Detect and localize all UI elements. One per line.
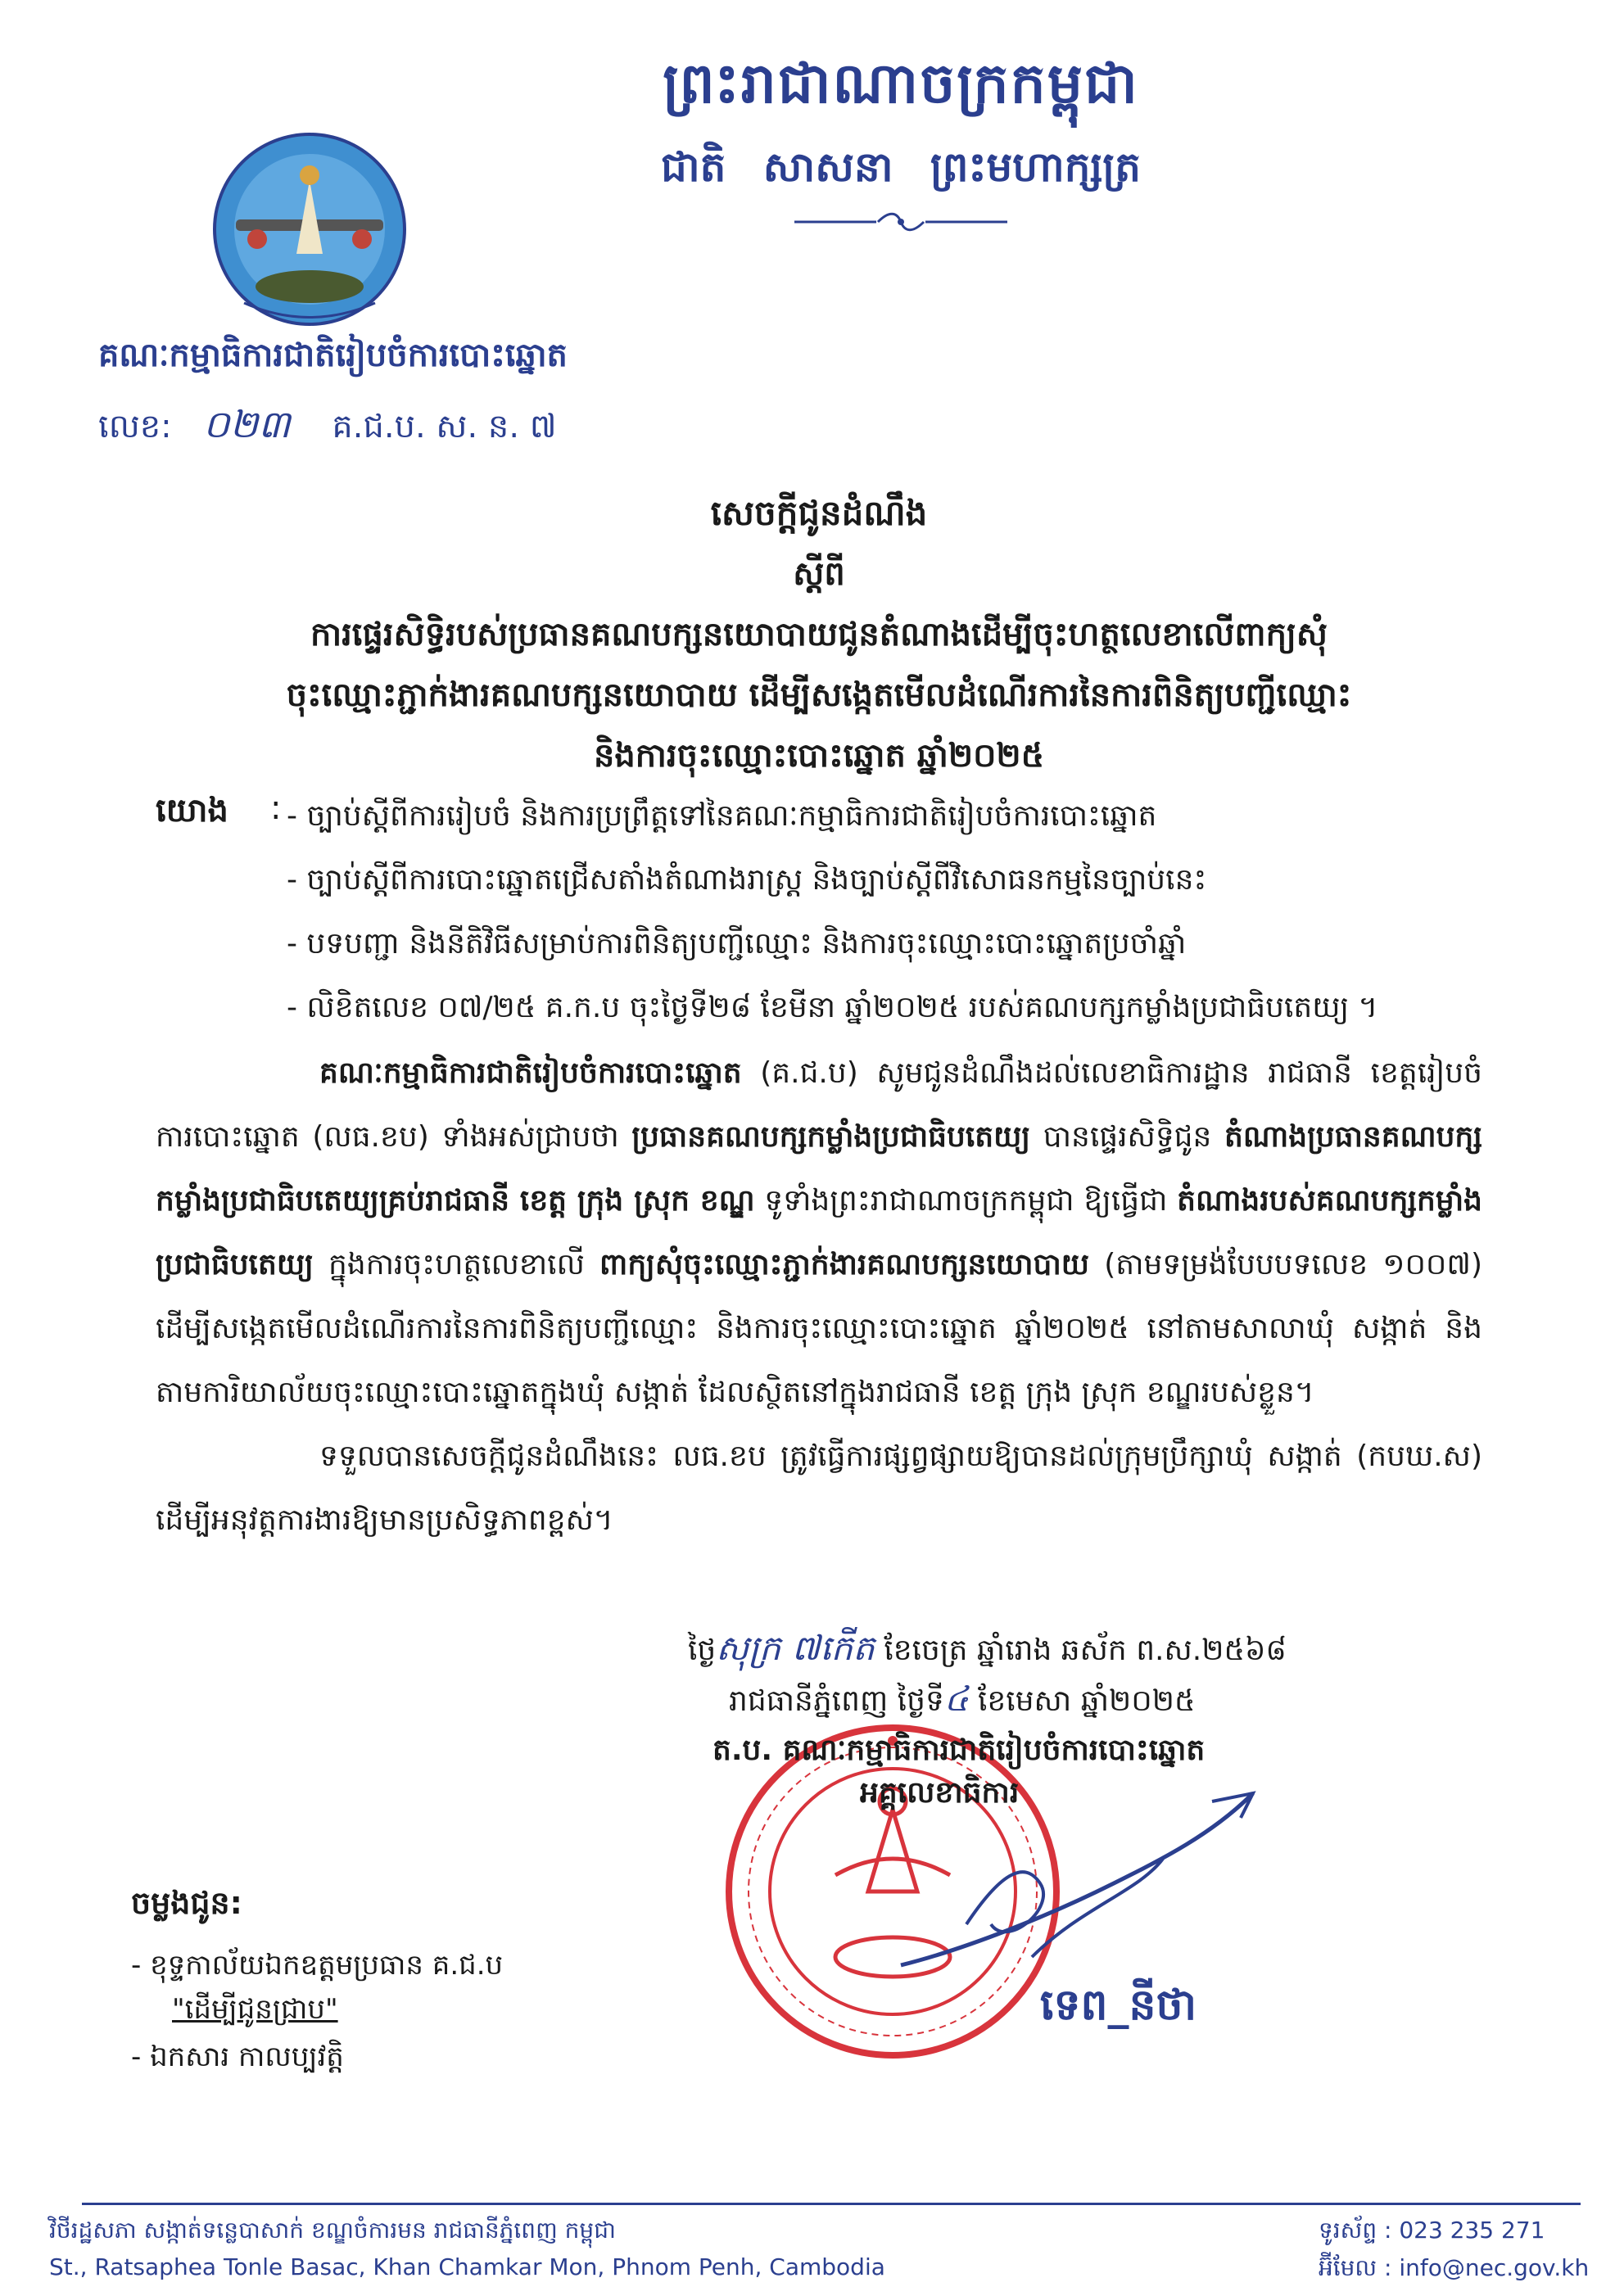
- footer-divider: [82, 2203, 1581, 2205]
- copy-to-item: - ឯកសារ កាលប្បវត្តិ: [131, 2041, 344, 2073]
- lunar-prefix: ថ្ងៃ: [688, 1634, 717, 1667]
- body-paragraph-1: [156, 1042, 1482, 1425]
- body-text: (គ.ជ.ប) សូមជូនដំណឹងដល់លេខាធិការដ្ឋាន រាជធានី ខេត្តរៀបចំការបោះឆ្នោត (លធ.ខប) ទាំងអស់ជ្រាបថា: [156, 1056, 1482, 1154]
- body-application-form: ពាក្យសុំចុះឈ្មោះភ្ជាក់ងារគណបក្សនយោបាយ: [599, 1248, 1090, 1281]
- handwritten-signature-icon: [868, 1760, 1294, 2006]
- ref-suffix: គ.ជ.ប. ស. ន. ៧: [332, 408, 557, 445]
- notice-subject-line1: ការផ្ទេរសិទ្ធិរបស់ប្រធានគណបក្សនយោបាយជូនតំណាងដើម្បីចុះហត្ថលេខាលើពាក្យសុំ: [310, 616, 1328, 653]
- ref-number: ០២៣: [202, 402, 291, 446]
- signer-name: ទេព_នីថា: [1040, 1981, 1197, 2030]
- body-text: បានផ្ទេរសិទ្ធិជូន: [1030, 1120, 1224, 1154]
- solar-rest: ខែមេសា ឆ្នាំ២០២៥: [968, 1684, 1196, 1718]
- notice-subtitle: ស្តីពី: [793, 555, 845, 593]
- body-text: (តាមទម្រង់បែបបទលេខ ១០០៧) ដើម្បីសង្កេតមើលដំណើរការនៃការពិនិត្យបញ្ជីឈ្មោះ និងការចុះឈ្មោះបោះឆ្នោត ឆ្នាំ២០២៥ នៅតាមសាលាឃុំ សង្កាត់ និងតាមការិយាល័យចុះឈ្មោះបោះឆ្នោតក្នុងឃុំ សង្កាត់ ដែលស្ថិតនៅក្នុងរាជធានី ខេត្ត ក្រុង ស្រុក ខណ្ឌរបស់ខ្លួន។: [156, 1248, 1482, 1409]
- body-text: ក្នុងការចុះហត្ថលេខាលើ: [313, 1248, 600, 1281]
- signing-authority: ត.ប. គណៈកម្មាធិការជាតិរៀបចំការបោះឆ្នោត: [712, 1733, 1206, 1767]
- basis-label: យោង: [156, 792, 228, 829]
- copy-to-label: ចម្លងជូន:: [131, 1885, 242, 1921]
- solar-day-handwritten: ៤: [943, 1679, 969, 1719]
- body-paragraph-2: ទទួលបានសេចក្តីជូនដំណឹងនេះ លធ.ខប ត្រូវធ្វើការផ្សព្វផ្សាយឱ្យបានដល់ក្រុមប្រឹក្សាឃុំ សង្កាត់ (កបឃ.ស) ដើម្បីអនុវត្តការងារឱ្យមានប្រសិទ្ធភាពខ្ពស់។: [156, 1440, 1482, 1537]
- footer-address-en: St., Ratsaphea Tonle Basac, Khan Chamkar Mon, Phnom Penh, Cambodia: [49, 2253, 885, 2280]
- kingdom-title: ព្រះរាជាណាចក្រកម្ពុជា: [663, 52, 1139, 116]
- copy-to-note: "ដើម្បីជូនជ្រាប": [172, 1993, 338, 2026]
- body-text: ទូទាំងព្រះរាជាណាចក្រកម្ពុជា ឱ្យធ្វើជា: [754, 1184, 1178, 1218]
- footer-address-km: វិថីរដ្ឋសភា សង្កាត់ទន្លេបាសាក់ ខណ្ឌចំការមន រាជធានីភ្នំពេញ កម្ពុជា: [49, 2217, 616, 2244]
- signer-title: អគ្គលេខាធិការ: [860, 1776, 1020, 1810]
- nec-emblem-icon: [211, 131, 408, 328]
- basis-colon: :: [270, 789, 282, 827]
- notice-subject-line3: និងការចុះឈ្មោះបោះឆ្នោត ឆ្នាំ២០២៥: [593, 737, 1045, 775]
- notice-title: សេចក្តីជូនដំណឹង: [710, 493, 928, 533]
- basis-item: - ច្បាប់ស្តីពីការរៀបចំ និងការប្រព្រឹត្តទៅនៃគណៈកម្មាធិការជាតិរៀបចំការបោះឆ្នោត: [287, 799, 1157, 833]
- national-motto: ជាតិ សាសនា ព្រះមហាក្សត្រ: [661, 143, 1141, 191]
- ref-label: លេខ:: [98, 408, 172, 445]
- basis-item: - បទបញ្ជា និងនីតិវិធីសម្រាប់ការពិនិត្យបញ្ជីឈ្មោះ និងការចុះឈ្មោះបោះឆ្នោតប្រចាំឆ្នាំ: [287, 927, 1187, 960]
- body-org-name: គណៈកម្មាធិការជាតិរៀបចំការបោះឆ្នោត: [319, 1056, 742, 1090]
- reference-number: [98, 401, 557, 456]
- lunar-date: [688, 1626, 1287, 1677]
- issuing-organization: គណៈកម្មាធិការជាតិរៀបចំការបោះឆ្នោត: [98, 337, 568, 374]
- footer-phone: ទូរស័ព្ទ : 023 235 271: [1319, 2217, 1545, 2244]
- lunar-rest: ខែចេត្រ ឆ្នាំរោង ឆស័ក ព.ស.២៥៦៨: [874, 1634, 1287, 1667]
- lunar-day-handwritten: សុក្រ ៧កើត: [716, 1628, 875, 1668]
- notice-subject-line2: ចុះឈ្មោះភ្ជាក់ងារគណបក្សនយោបាយ ដើម្បីសង្កេតមើលដំណើរការនៃការពិនិត្យបញ្ជីឈ្មោះ: [286, 676, 1352, 714]
- notice-body: [156, 1042, 1482, 1553]
- kingdom-header: [639, 49, 1163, 201]
- basis-item: - លិខិតលេខ ០៧/២៥ គ.ក.ប ចុះថ្ងៃទី២៨ ខែមីនា ឆ្នាំ២០២៥ របស់គណបក្សកម្លាំងប្រជាធិបតេយ្យ ។: [287, 991, 1378, 1024]
- body-party-leader: ប្រធានគណបក្សកម្លាំងប្រជាធិបតេយ្យ: [631, 1120, 1031, 1154]
- footer-email: អ៊ីមែល : info@nec.gov.kh: [1319, 2254, 1590, 2281]
- ornament-divider-icon: [786, 211, 1016, 233]
- basis-item: - ច្បាប់ស្តីពីការបោះឆ្នោតជ្រើសតាំងតំណាងរាស្ត្រ និងច្បាប់ស្តីពីវិសោធនកម្មនៃច្បាប់នេះ: [287, 863, 1207, 897]
- solar-prefix: រាជធានីភ្នំពេញ ថ្ងៃទី: [729, 1684, 944, 1718]
- body-party-representative: តំណាងរបស់គណបក្សកម្លាំងប្រជាធិបតេយ្យ: [156, 1184, 1483, 1281]
- body-party-reps: តំណាងប្រធានគណបក្សកម្លាំងប្រជាធិបតេយ្យគ្រប់រាជធានី ខេត្ត ក្រុង ស្រុក ខណ្ឌ: [156, 1120, 1482, 1218]
- copy-to-item: - ខុទ្ទកាល័យឯកឧត្តមប្រធាន គ.ជ.ប: [131, 1949, 504, 1982]
